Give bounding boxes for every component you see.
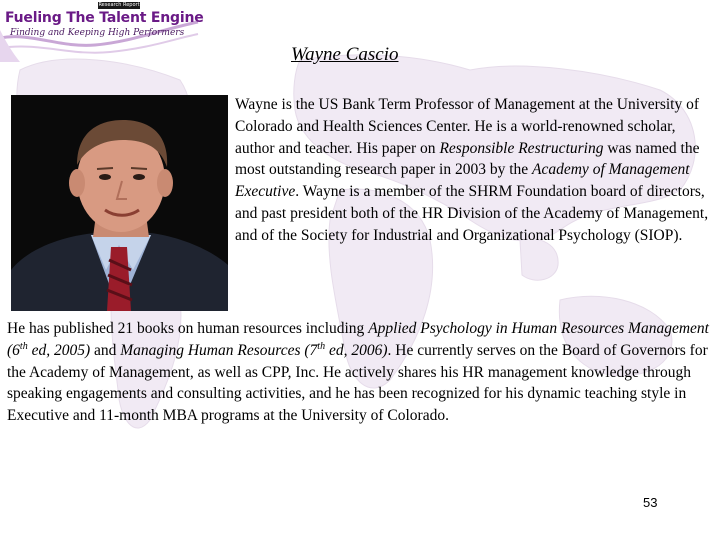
logo-subtitle: Finding and Keeping High Performers: [10, 28, 185, 38]
book-title-2: [120, 342, 387, 359]
bio-top-text-2: was named the most outstanding research paper in 2003 by the: [235, 139, 700, 179]
bio-bottom-text-3: . He currently serves on the Board of Governors for the Academy of Management, as well as CPP, Inc. He actively shares his HR management knowledge through speaking engagements and consulting activities, and he has been recognized for his dynamic teaching style in Executive and 11-month MBA programs at the University of Colorado.: [7, 341, 708, 425]
logo-title: Fueling The Talent Engine: [5, 10, 204, 26]
book-title-2-text: Managing Human Resources (7: [120, 341, 318, 359]
book-title-1-edition: ed, 2005): [27, 341, 91, 359]
page-number: 53: [643, 495, 658, 510]
paper-title: Responsible Restructuring: [439, 139, 604, 157]
bio-paragraph-bottom: [7, 318, 715, 427]
report-badge: Research Report: [98, 2, 140, 8]
book-title-2-sup: th: [317, 340, 326, 352]
portrait-photo: [11, 95, 228, 311]
journal-title: Academy of Management Executive: [235, 161, 690, 201]
bio-bottom-text-2: and: [90, 341, 121, 359]
book-title-2-edition: ed, 2006): [325, 341, 388, 359]
bio-paragraph-top: [235, 94, 713, 247]
bio-bottom-text-1: He has published 21 books on human resources including: [7, 320, 369, 337]
book-title-1-sup: th: [19, 340, 28, 352]
book-title-1-text: Applied Psychology in Human Resources Management (6: [7, 320, 709, 359]
bio-top-text-1: Wayne is the US Bank Term Professor of Management at the University of Colorado and Health Sciences Center. He is a world-renowned scholar, author and teacher. His paper on: [235, 96, 700, 157]
bio-top-text-3: . Wayne is a member of the SHRM Foundation board of directors, and past president both of the HR Division of the Academy of Management, and of the Society for Industrial and Organizational Psychology (SIOP).: [235, 183, 709, 244]
header-logo: [0, 0, 204, 62]
slide-title: Wayne Cascio: [291, 44, 399, 65]
